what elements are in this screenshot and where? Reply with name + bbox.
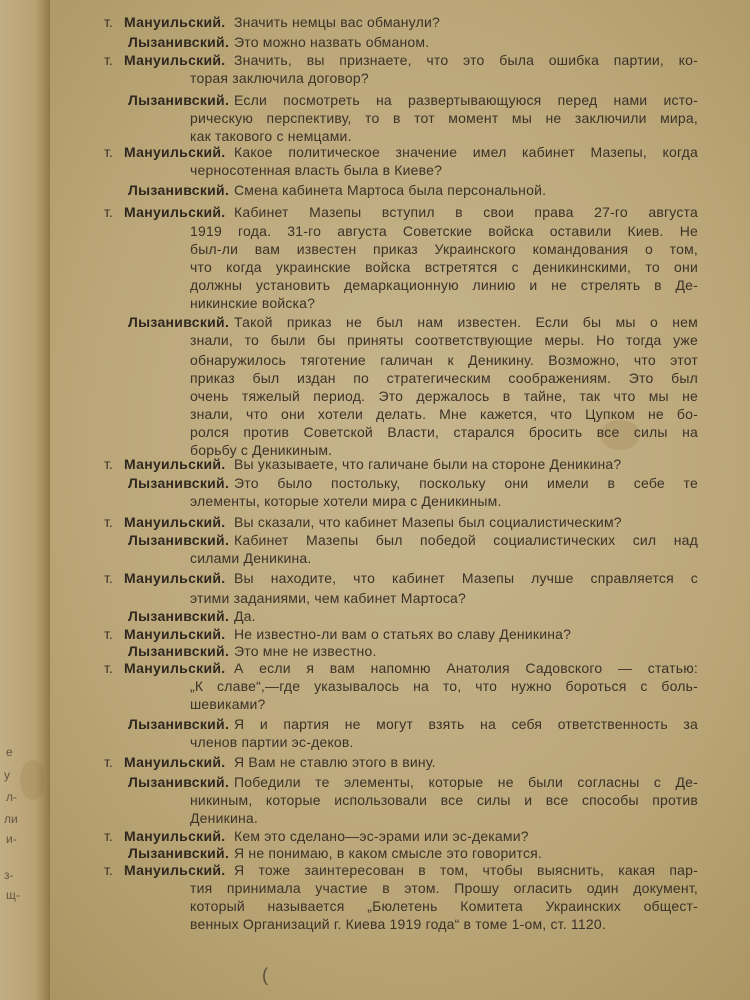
speech-line: Не известно-ли вам о статьях во славу Деникина? [234,626,572,642]
speech-line: должны установить демаркационную линию и не стрелять в Де- [190,277,698,293]
speaker-manuilsky: Мануильский. [124,660,226,676]
speaker-prefix: т. [104,52,113,68]
speech-line: Я не понимаю, в каком смысле это говорится. [234,845,543,861]
speech-line: Кабинет Мазепы был победой социалистических сил над [234,532,698,548]
speech-line: силами Деникина. [190,550,312,566]
speaker-prefix: т. [104,14,113,30]
speech-line: 1919 года. 31-го августа Советские войска оставили Киев. Не [190,223,698,239]
speaker-lyzanivsky: Лызанивский. [128,182,230,198]
speech-line: Это мне не известно. [234,643,377,659]
speaker-prefix: т. [104,660,113,676]
speech-line: Какое политическое значение имел кабинет Мазепы, когда [234,144,698,160]
speech-line: Я Вам не ставлю этого в вину. [234,754,436,770]
speech-line: Кабинет Мазепы вступил в свои права 27-го августа [234,204,698,220]
speech-line: членов партии эс-деков. [190,734,354,750]
speech-line: торая заключила договор? [190,70,369,86]
speech-line: Кем это сделано—эс-эрами или эс-деками? [234,828,529,844]
paper-stain [20,760,45,800]
speech-line: А если я вам напомню Анатолия Садовского — статью: [234,660,698,676]
margin-fragment: е [6,745,13,759]
speaker-manuilsky: Мануильский. [124,862,226,878]
speech-line: очень тяжелый период. Это держалось в тайне, так что мы не [190,388,698,404]
page-gutter [0,0,50,1000]
page-mark: ( [262,965,268,985]
speech-line: венных Организаций г. Киева 1919 года“ в томе 1-ом, ст. 1120. [190,916,606,932]
speaker-lyzanivsky: Лызанивский. [128,475,230,491]
speech-line: шевиками? [190,696,266,712]
speaker-manuilsky: Мануильский. [124,14,226,30]
speech-line: Такой приказ не был нам известен. Если бы мы о нем [234,314,698,330]
speaker-manuilsky: Мануильский. [124,514,226,530]
speech-line: Да. [234,608,256,624]
speaker-prefix: т. [104,828,113,844]
speaker-manuilsky: Мануильский. [124,570,226,586]
speaker-manuilsky: Мануильский. [124,204,226,220]
margin-fragment: ли [4,812,18,826]
speaker-manuilsky: Мануильский. [124,456,226,472]
speech-line: знали, что они хотели делать. Мне кажется, что Цупком не бо- [190,406,698,422]
speech-line: Если посмотреть на развертывающуюся перед нами исто- [234,92,698,108]
speech-line: ролся против Советской Власти, старался бросить все силы на [190,424,698,440]
speech-line: приказ был издан по стратегическим соображениям. Это был [190,370,698,386]
speech-line: был-ли вам известен приказ Украинского командования о том, [190,241,698,257]
speech-line: никиным, которые использовали все силы и все способы против [190,792,698,808]
speaker-lyzanivsky: Лызанивский. [128,608,230,624]
speaker-manuilsky: Мануильский. [124,52,226,68]
margin-fragment: л- [6,790,17,804]
speech-line: Вы указываете, что галичане были на стороне Деникина? [234,456,622,472]
speaker-lyzanivsky: Лызанивский. [128,532,230,548]
speech-line: обнаружилось тяготение галичан к Деникину. Возможно, что этот [190,352,698,368]
speaker-manuilsky: Мануильский. [124,828,226,844]
speech-line: как такового с немцами. [190,128,352,144]
speaker-lyzanivsky: Лызанивский. [128,92,230,108]
speaker-prefix: т. [104,754,113,770]
margin-fragment: з- [4,868,14,882]
speaker-lyzanivsky: Лызанивский. [128,34,230,50]
speaker-prefix: т. [104,862,113,878]
speaker-prefix: т. [104,514,113,530]
speaker-lyzanivsky: Лызанивский. [128,845,230,861]
margin-fragment: и- [6,832,17,846]
speech-line: Значить, вы признаете, что это была ошибка партии, ко- [234,52,698,68]
speech-line: „К славе“,—где указывалось на то, что нужно бороться с боль- [190,678,698,694]
speaker-manuilsky: Мануильский. [124,144,226,160]
speaker-prefix: т. [104,456,113,472]
speaker-prefix: т. [104,626,113,642]
speech-line: Победили те элементы, которые не были согласны с Де- [234,774,698,790]
speech-line: что когда украинские войска встретятся с деникинскими, то они [190,259,698,275]
speech-line: который называется „Бюлетень Комитета Украинских общест- [190,898,698,914]
speaker-manuilsky: Мануильский. [124,754,226,770]
speech-line: Я и партия не могут взять на себя ответственность за [234,716,698,732]
speaker-prefix: т. [104,144,113,160]
speaker-prefix: т. [104,570,113,586]
speaker-lyzanivsky: Лызанивский. [128,716,230,732]
speaker-manuilsky: Мануильский. [124,626,226,642]
speech-line: Смена кабинета Мартоса была персональной. [234,182,547,198]
speaker-lyzanivsky: Лызанивский. [128,314,230,330]
speech-line: Это было постольку, поскольку они имели в себе те [234,475,698,491]
speech-line: Это можно назвать обманом. [234,34,430,50]
speech-line: Вы находите, что кабинет Мазепы лучше справляется с [234,570,698,586]
speaker-lyzanivsky: Лызанивский. [128,643,230,659]
speaker-prefix: т. [104,204,113,220]
speech-line: элементы, которые хотели мира с Деникиным. [190,493,502,509]
speech-line: тия принимала участие в этом. Прошу огласить один документ, [190,880,698,896]
speech-line: никинские войска? [190,295,316,311]
speech-line: черносотенная власть была в Киеве? [190,162,443,178]
speech-line: Я тоже заинтересован в том, чтобы выяснить, какая пар- [234,862,698,878]
margin-fragment: у [4,768,10,782]
speaker-lyzanivsky: Лызанивский. [128,774,230,790]
speech-line: Вы сказали, что кабинет Мазепы был социалистическим? [234,514,622,530]
margin-fragment: щ- [6,888,20,902]
speech-line: рическую перспективу, то в тот момент мы не заключили мира, [190,110,698,126]
speech-line: борьбу с Деникиным. [190,442,333,458]
speech-line: этими заданиями, чем кабинет Мартоса? [190,590,467,606]
speech-line: Деникина. [190,810,258,826]
speech-line: Значить немцы вас обманули? [234,14,440,30]
speech-line: знали, то были бы приняты соответствующие меры. Но тогда уже [190,332,698,348]
